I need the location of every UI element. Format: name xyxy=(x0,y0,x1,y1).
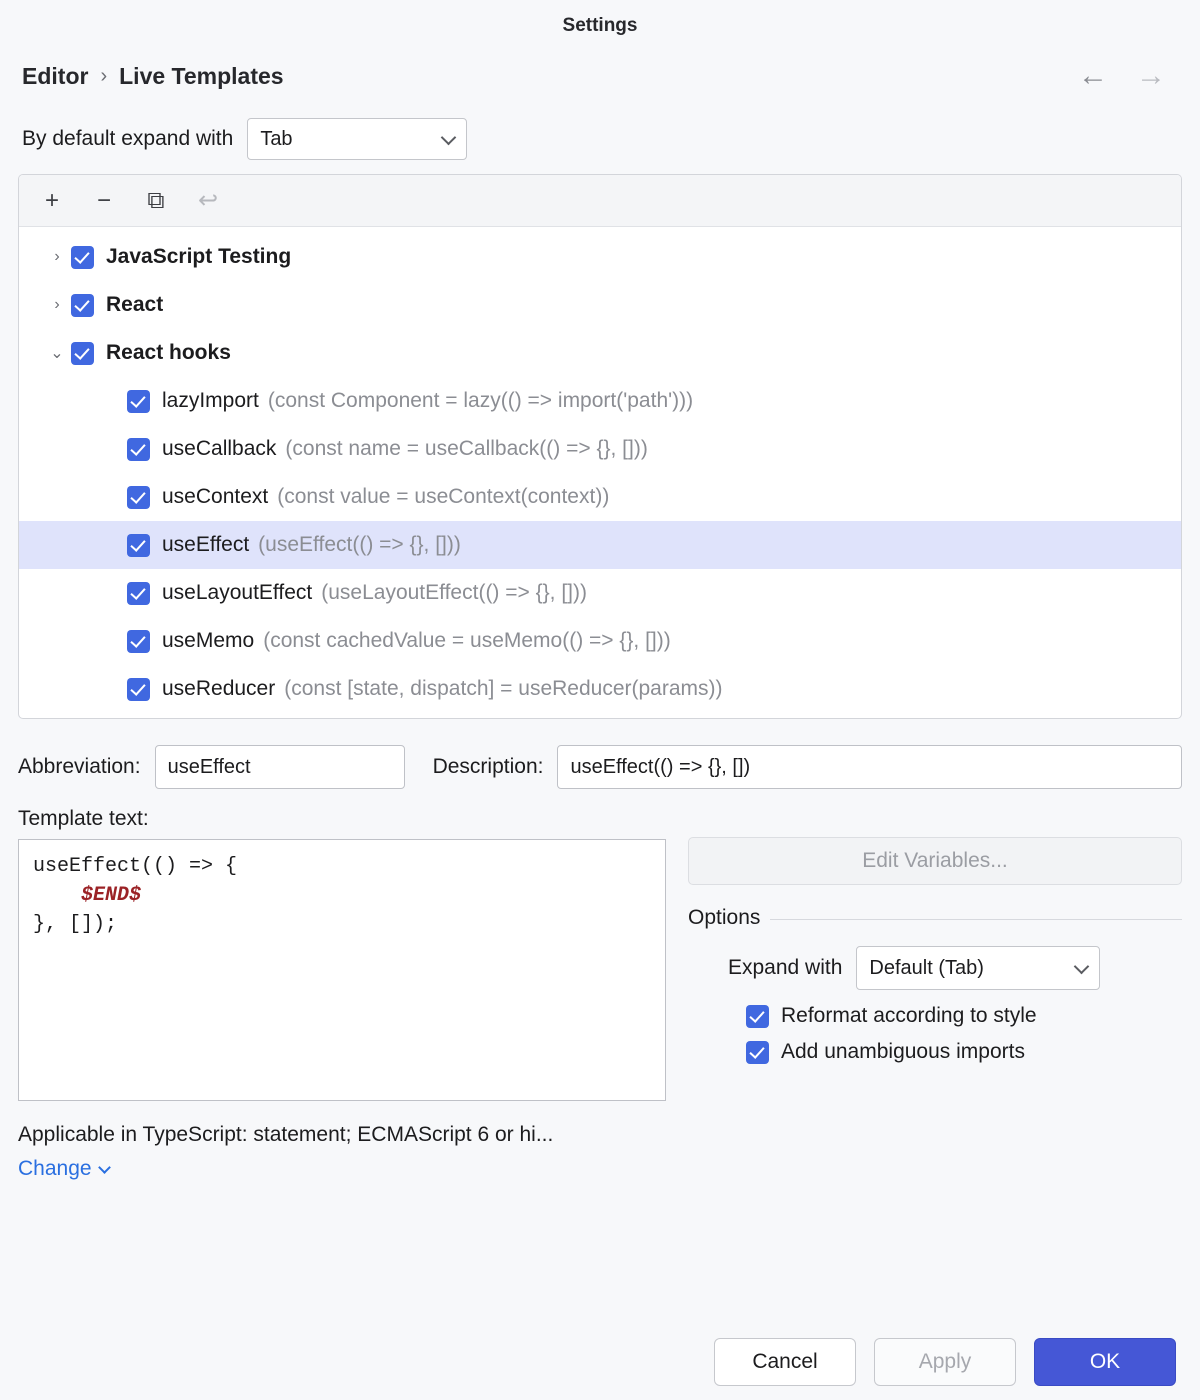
tree-item-usecontext[interactable] xyxy=(19,473,1181,521)
item-description: (useEffect(() => {}, [])) xyxy=(258,533,461,556)
item-name: useCallback xyxy=(162,437,277,460)
forward-arrow-icon[interactable]: → xyxy=(1136,59,1166,92)
expand-with-label: Expand with xyxy=(728,956,843,979)
item-name: useEffect xyxy=(162,533,250,556)
group-checkbox[interactable] xyxy=(71,342,94,365)
item-description: (const name = useCallback(() => {}, [])) xyxy=(285,437,648,460)
templates-toolbar xyxy=(19,175,1181,227)
applicable-context-text: Applicable in TypeScript: statement; ECMAScript 6 or hi... xyxy=(18,1123,554,1146)
imports-option-row[interactable] xyxy=(688,1040,1182,1064)
group-checkbox[interactable] xyxy=(71,294,94,317)
item-checkbox[interactable] xyxy=(127,678,150,701)
reformat-label: Reformat according to style xyxy=(781,1004,1037,1027)
template-text-column xyxy=(18,807,666,1101)
abbreviation-label: Abbreviation: xyxy=(18,755,141,778)
tree-item-usecallback[interactable] xyxy=(19,425,1181,473)
tree-group-react[interactable] xyxy=(19,281,1181,329)
item-name: useContext xyxy=(162,485,269,508)
reformat-checkbox[interactable] xyxy=(746,1005,769,1028)
item-checkbox[interactable] xyxy=(127,534,150,557)
description-label: Description: xyxy=(432,755,544,778)
apply-button[interactable]: Apply xyxy=(874,1338,1016,1386)
tree-item-usememo[interactable] xyxy=(19,617,1181,665)
options-column xyxy=(688,807,1182,1101)
group-checkbox[interactable] xyxy=(71,246,94,269)
tree-group-react-hooks[interactable] xyxy=(19,329,1181,377)
template-text-label: Template text: xyxy=(18,807,149,830)
breadcrumb xyxy=(0,52,1200,100)
item-name: useLayoutEffect xyxy=(162,581,313,604)
item-description: (const value = useContext(context)) xyxy=(277,485,610,508)
templates-tree xyxy=(19,227,1181,718)
imports-checkbox[interactable] xyxy=(746,1041,769,1064)
ok-button[interactable]: OK xyxy=(1034,1338,1176,1386)
window-title: Settings xyxy=(562,15,638,36)
cancel-button[interactable]: Cancel xyxy=(714,1338,856,1386)
tree-item-usereducer[interactable] xyxy=(19,665,1181,713)
back-arrow-icon[interactable]: ← xyxy=(1078,59,1108,92)
item-description: (const cachedValue = useMemo(() => {}, [])) xyxy=(263,629,671,652)
options-legend: Options xyxy=(688,906,770,930)
description-input[interactable] xyxy=(557,745,1182,789)
template-text-editor[interactable] xyxy=(18,839,666,1101)
tree-item-lazyimport[interactable] xyxy=(19,377,1181,425)
template-line-1: useEffect(() => { xyxy=(33,855,238,878)
imports-label: Add unambiguous imports xyxy=(781,1040,1025,1063)
chevron-right-icon[interactable]: › xyxy=(54,296,60,313)
chevron-down-icon xyxy=(98,1161,111,1174)
breadcrumb-separator: › xyxy=(100,64,108,87)
abbreviation-input[interactable] xyxy=(155,745,405,789)
expand-with-value: Default (Tab) xyxy=(869,956,984,979)
template-line-3: }, []); xyxy=(33,913,118,936)
nav-arrows xyxy=(1078,61,1178,91)
group-label: React hooks xyxy=(106,341,231,364)
duplicate-template-button[interactable]: ⧉ xyxy=(147,186,165,214)
chevron-down-icon xyxy=(441,130,457,146)
reformat-option-row[interactable] xyxy=(688,1004,1182,1028)
abbreviation-value: useEffect xyxy=(167,755,251,778)
templates-panel xyxy=(18,174,1182,719)
default-expand-select[interactable] xyxy=(247,118,467,160)
tree-item-useeffect[interactable] xyxy=(19,521,1181,569)
expand-with-row xyxy=(688,946,1182,990)
item-description: (const [state, dispatch] = useReducer(params)) xyxy=(284,677,723,700)
item-checkbox[interactable] xyxy=(127,582,150,605)
template-variable-end[interactable]: $END$ xyxy=(81,884,142,907)
item-checkbox[interactable] xyxy=(127,630,150,653)
tree-item-uselayouteffect[interactable] xyxy=(19,569,1181,617)
item-checkbox[interactable] xyxy=(127,486,150,509)
breadcrumb-current: Live Templates xyxy=(119,62,284,89)
default-expand-label: By default expand with xyxy=(22,127,234,150)
item-name: useReducer xyxy=(162,677,276,700)
default-expand-row xyxy=(0,110,1200,168)
chevron-right-icon[interactable]: › xyxy=(54,248,60,265)
description-value: useEffect(() => {}, []) xyxy=(570,755,751,778)
add-template-button[interactable]: + xyxy=(44,186,59,214)
item-description: (const Component = lazy(() => import('path'))) xyxy=(267,389,694,412)
expand-with-select[interactable] xyxy=(856,946,1100,990)
group-label: React xyxy=(106,293,164,316)
default-expand-value: Tab xyxy=(260,127,293,150)
breadcrumb-root[interactable]: Editor xyxy=(22,62,89,89)
item-checkbox[interactable] xyxy=(127,390,150,413)
revert-template-button[interactable]: ↩ xyxy=(197,187,219,214)
item-description: (useLayoutEffect(() => {}, [])) xyxy=(321,581,587,604)
template-editor-row xyxy=(0,807,1200,1101)
item-name: useMemo xyxy=(162,629,255,652)
chevron-down-icon xyxy=(1074,959,1090,975)
dialog-footer xyxy=(0,1338,1200,1386)
remove-template-button[interactable]: − xyxy=(96,186,111,214)
item-checkbox[interactable] xyxy=(127,438,150,461)
edit-variables-button[interactable]: Edit Variables... xyxy=(688,837,1182,885)
chevron-down-icon[interactable]: ⌄ xyxy=(50,345,64,362)
options-group xyxy=(688,906,1182,1064)
tree-group-javascript-testing[interactable] xyxy=(19,233,1181,281)
group-label: JavaScript Testing xyxy=(106,245,292,268)
change-label: Change xyxy=(18,1157,92,1180)
template-fields-row xyxy=(0,745,1200,789)
change-context-link[interactable] xyxy=(0,1157,1200,1181)
item-name: lazyImport xyxy=(162,389,259,412)
